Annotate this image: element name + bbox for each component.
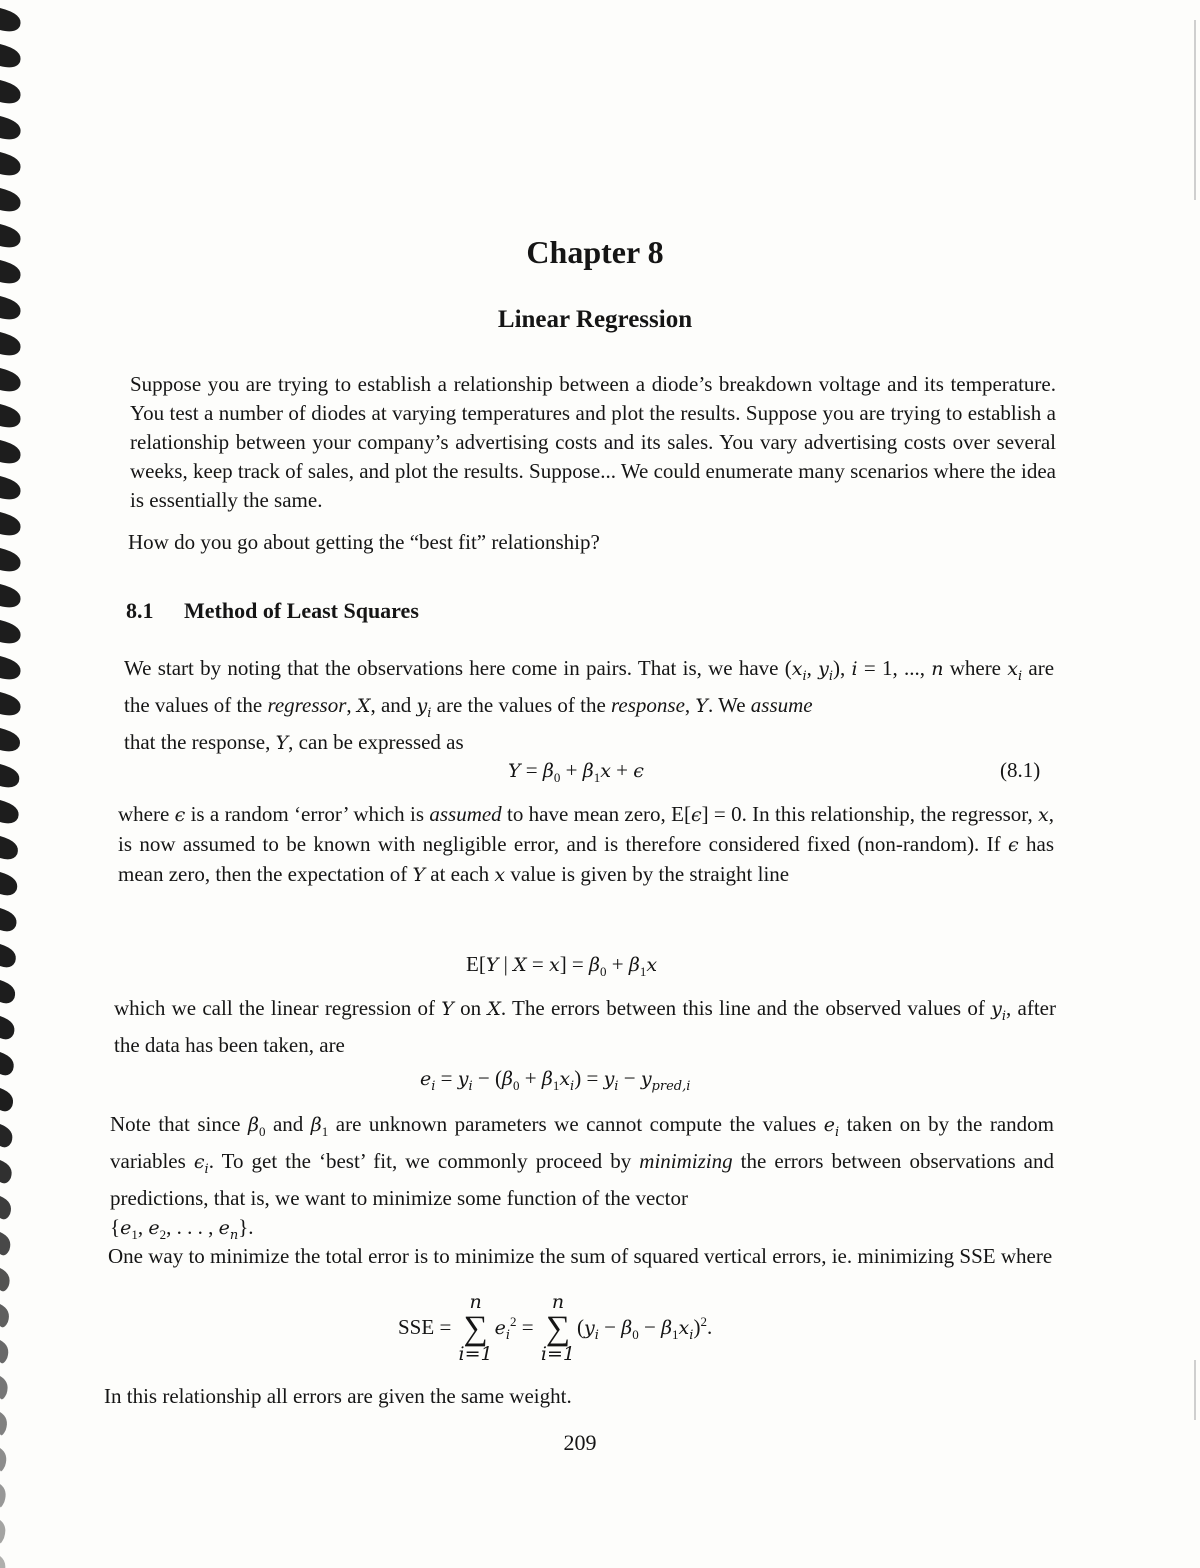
equation-sse: SSE = n ∑ $i=1e_i^2 = n$ ∑ $i=1(y_i - \beta_0 - \beta_1x_i)^2$.	[398, 1291, 713, 1365]
equation-number: (8.1)	[1000, 758, 1041, 782]
paragraph-sse: One way to minimize the total error is to minimize the sum of squared vertical errors, ie. minimizing SSE where	[108, 1244, 1053, 1268]
equation-residual: $e_i = y_i - (\beta_0 + \beta_1x_i) = y_i - y_{pred,i}$	[420, 1066, 691, 1094]
intro-paragraph: Suppose you are trying to establish a relationship between a diode’s breakdown voltage and its temperature. You test a number of diodes at varying temperatures and plot the results. Suppose you are trying to establish a relationship between your company’s advertising costs and its sales. You vary advertising costs over several weeks, keep track of sales, and plot the results. Suppose... We could enumerate many scenarios where the idea is essentially the same.	[130, 372, 1056, 512]
summation-symbol: n ∑ i=1	[458, 1291, 493, 1365]
paragraph-observations: We start by noting that the observations here come in pairs. That is, we have ($x_i$, $y_i$), i = 1, ..., n where $x_i$ are the values of the regressor, X, and $y_i$ are the values of the response, Y. We assume that the response, Y, can be expressed as	[124, 656, 1055, 754]
section-number: 8.1	[126, 598, 154, 623]
section-title: Method of Least Squares	[184, 598, 419, 623]
summation-symbol-2: n ∑ i=1	[540, 1291, 575, 1365]
equation-expectation: E[Y | $X = x] = \beta_0 + \beta_1x$	[466, 952, 658, 980]
chapter-title: Linear Regression	[497, 306, 693, 333]
equation-model: $Y = \beta_0 + \beta_1x + \epsilon$	[508, 758, 644, 786]
intro-question: How do you go about getting the “best fit” relationship?	[128, 530, 600, 554]
chapter-number: Chapter 8	[526, 234, 664, 270]
paragraph-error-term: where ϵ is a random ‘error’ which is assumed to have mean zero, E[ϵ] = 0. In this relationship, the regressor, x, is now assumed to be known with negligible error, and is therefore considered fixed (non-random). If ϵ has mean zero, then the expectation of Y at each x value is given by the straight line	[118, 802, 1054, 886]
section-heading	[126, 598, 419, 624]
paragraph-linear-regression: which we call the linear regression of Y on X. The errors between this line and the observed values of $y_i$, after the data has been taken, are	[114, 996, 1056, 1057]
paragraph-weights: In this relationship all errors are given the same weight.	[104, 1384, 572, 1408]
paragraph-minimize: Note that since $\beta_0$ and $\beta_1$ are unknown parameters we cannot compute the values $e_i$ taken on by the random variables $\epsilon_i$. To get the ‘best’ fit, we commonly proceed by minimizing the errors between observations and predictions, that is, we want to minimize some function of the vector {$e_1$, $e_2$, . . . , $e_n$}.	[110, 1112, 1054, 1243]
page-number: 209	[563, 1430, 597, 1455]
